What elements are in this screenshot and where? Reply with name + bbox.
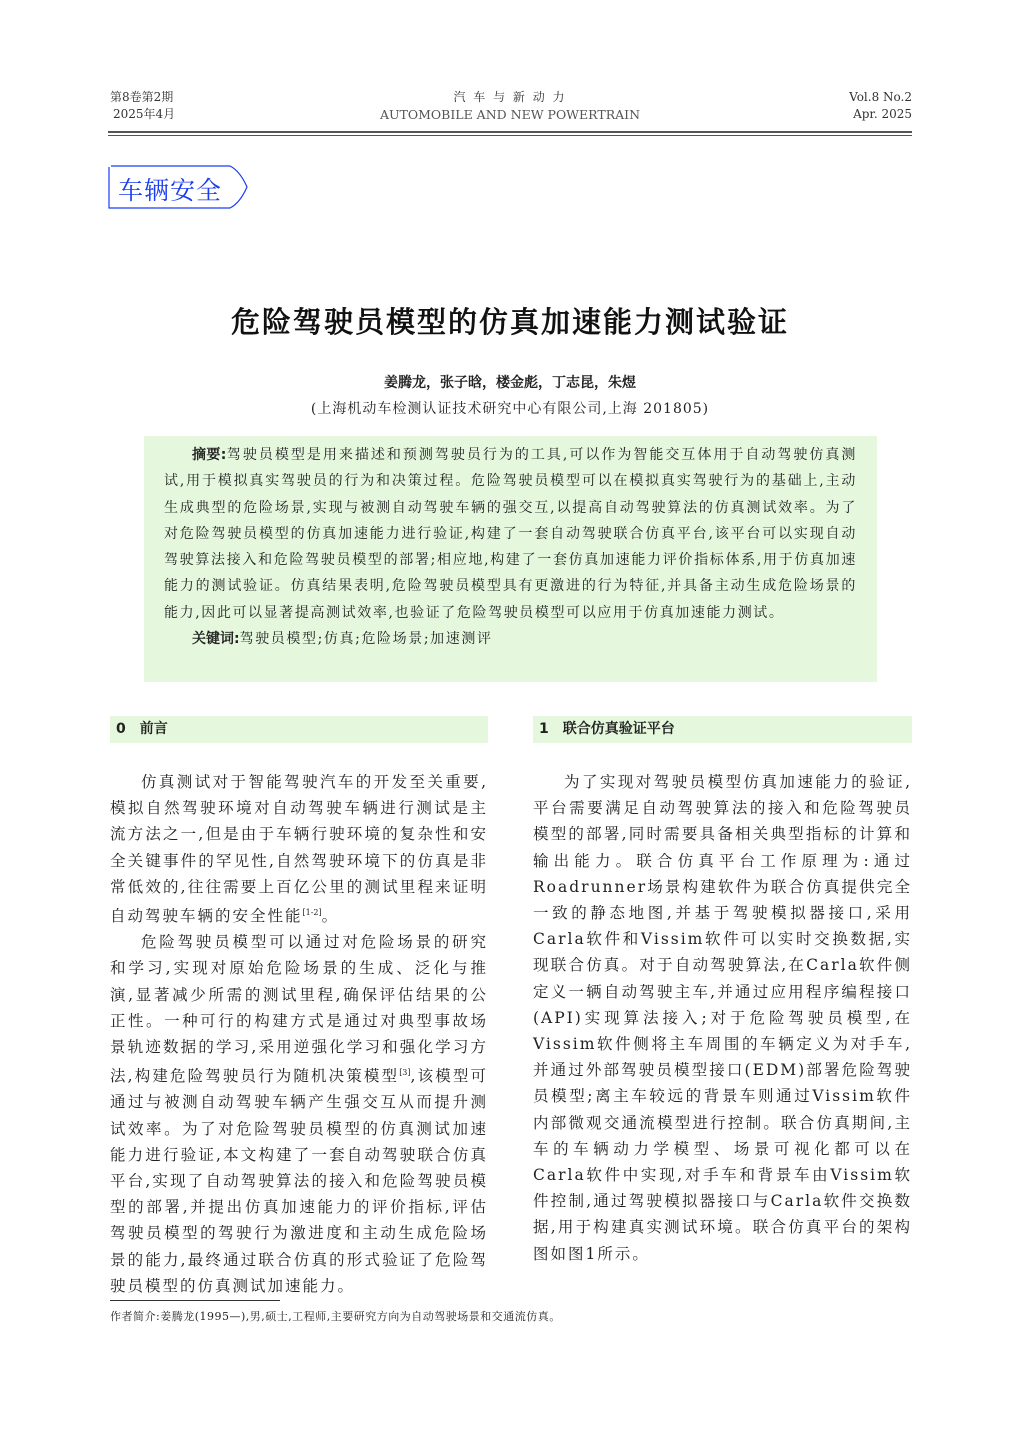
date-cn: 2025年4月 [113, 107, 176, 121]
journal-name-en: AUTOMOBILE AND NEW POWERTRAIN [379, 107, 641, 122]
paragraph-text: 为了实现对驾驶员模型仿真加速能力的验证,平台需要满足自动驾驶算法的接入和危险驾驶员模型的部署,同时需要具备相关典型指标的计算和输出能力。联合仿真平台工作原理为:通过Roadrunner场景构建软件为联合仿真提供完全一致的静态地图,并基于驾驶模拟器接口,采用Carla软件和Vissim软件可以实时交换数据,实现联合仿真。对于自动驾驶算法,在Carla软件侧定义一辆自动驾驶主车,并通过应用程序编程接口(API)实现算法接入;对于危险驾驶员模型,在Vissim软件侧将主车周围的车辆定义为对手车,并通过外部驾驶员模型接口(EDM)部署危险驾驶员模型;离主车较远的背景车则通过Vissim软件内部微观交通流模型进行控制。联合仿真期间,主车的车辆动力学模型、场景可视化都可以在Carla软件中实现,对手车和背景车由Vissim软件控制,通过驾驶模拟器接口与Carla软件交换数据,用于构建真实测试环境。联合仿真平台的架构图如图1所示。 [533, 773, 912, 1263]
abstract-box [144, 436, 877, 682]
section-heading: 1 联合仿真验证平台 [533, 716, 912, 743]
section-body [110, 769, 488, 1299]
volume-cn: 第8卷第2期 [110, 90, 174, 104]
citation[interactable]: [3] [399, 1068, 411, 1078]
paragraph-text: ,该模型可通过与被测自动驾驶车辆产生强交互从而提升测试效率。为了对危险驾驶员模型的仿真测试加速能力进行验证,本文构建了一套自动驾驶联合仿真平台,实现了自动驾驶算法的接入和危险驾驶员模型的部署,并提出仿真加速能力的评价指标,评估驾驶员模型的驾驶行为激进度和主动生成危险场景的能力,最终通过联合仿真的形式验证了危险驾驶员模型的仿真测试加速能力。 [110, 1067, 488, 1295]
section-intro [110, 716, 488, 1299]
paper-title: 危险驾驶员模型的仿真加速能力测试验证 [230, 305, 789, 339]
header-rule [108, 135, 912, 136]
authors: 姜腾龙，张子晗，楼金彪，丁志昆，朱煜 [384, 375, 636, 391]
header-rule [108, 131, 912, 133]
abstract-label: 摘要: [192, 447, 227, 463]
abstract-text: 驾驶员模型是用来描述和预测驾驶员行为的工具,可以作为智能交互体用于自动驾驶仿真测试,用于模拟真实驾驶员的行为和决策过程。危险驾驶员模型可以在模拟真实驾驶行为的基础上,主动生成典型的危险场景,实现与被测自动驾驶车辆的强交互,以提高自动驾驶算法的仿真测试效率。为了对危险驾驶员模型的仿真加速能力进行验证,构建了一套自动驾驶联合仿真平台,该平台可以实现自动驾驶算法接入和危险驾驶员模型的部署;相应地,构建了一套仿真加速能力评价指标体系,用于仿真加速能力的测试验证。仿真结果表明,危险驾驶员模型具有更激进的行为特征,并具备主动生成危险场景的能力,因此可以显著提高测试效率,也验证了危险驾驶员模型可以应用于仿真加速能力测试。 [164, 447, 857, 621]
paragraph [110, 769, 488, 929]
date-en: Apr. 2025 [853, 107, 912, 121]
section-platform [533, 716, 912, 1267]
section-heading: 0 前言 [110, 716, 488, 743]
paragraph-text: 。 [321, 907, 340, 926]
journal-name-cn: 汽 车 与 新 动 力 [453, 90, 567, 104]
section-badge [108, 165, 248, 209]
paragraph [533, 769, 912, 1267]
keywords-text: 驾驶员模型;仿真;危险场景;加速测评 [239, 631, 493, 648]
affiliation: (上海机动车检测认证技术研究中心有限公司,上海 201805) [310, 401, 710, 417]
footnote-rule [110, 1300, 280, 1301]
section-body [533, 769, 912, 1267]
abstract [164, 442, 857, 626]
volume-en: Vol.8 No.2 [849, 90, 912, 104]
author-footnote: 作者简介:姜腾龙(1995—),男,硕士,工程师,主要研究方向为自动驾驶场景和交通流仿真。 [110, 1310, 561, 1323]
section-badge-label: 车辆安全 [118, 176, 223, 205]
paragraph [110, 929, 488, 1299]
paragraph-text: 危险驾驶员模型可以通过对危险场景的研究和学习,实现对原始危险场景的生成、泛化与推演,显著减少所需的测试里程,确保评估结果的公正性。一种可行的构建方式是通过对典型事故场景轨迹数据的学习,采用逆强化学习和强化学习方法,构建危险驾驶员行为随机决策模型 [110, 933, 488, 1086]
citation[interactable]: [1-2] [302, 908, 322, 918]
paragraph-text: 仿真测试对于智能驾驶汽车的开发至关重要,模拟自然驾驶环境对自动驾驶车辆进行测试是主流方法之一,但是由于车辆行驶环境的复杂性和安全关键事件的罕见性,自然驾驶环境下的仿真是非常低效的,往往需要上百亿公里的测试里程来证明自动驾驶车辆的安全性能 [110, 773, 488, 926]
keywords [164, 626, 857, 652]
volume-issue-en [849, 89, 912, 123]
keywords-label: 关键词: [192, 631, 240, 648]
